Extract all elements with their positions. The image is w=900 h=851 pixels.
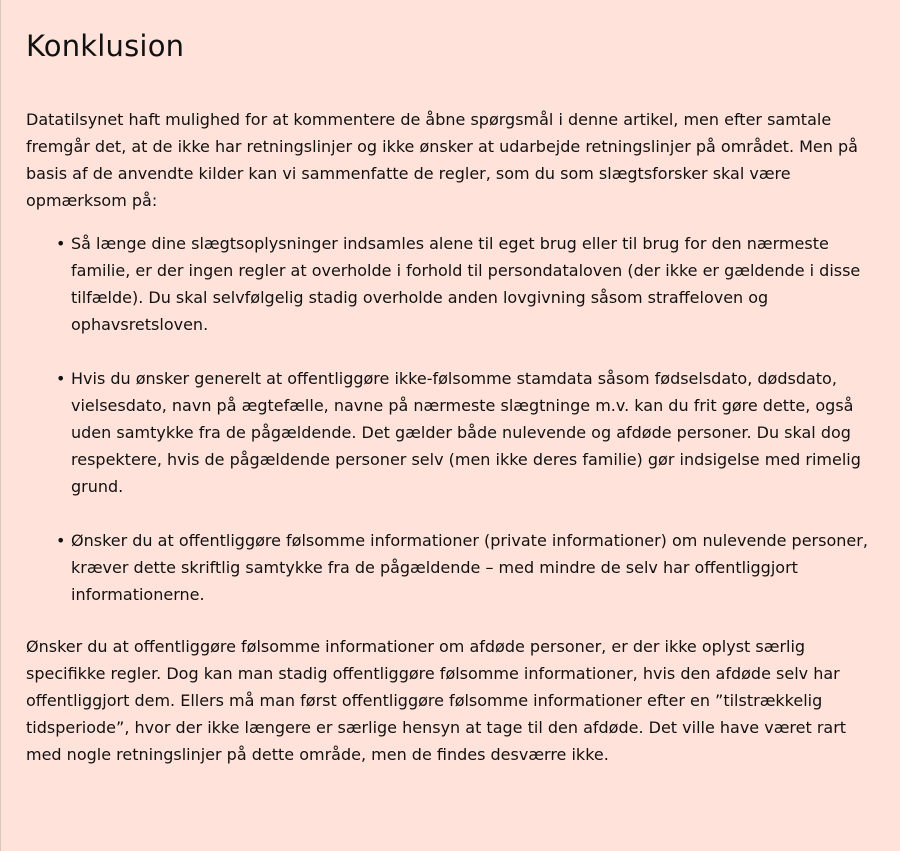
- bullet-marker: •: [56, 234, 66, 253]
- bullet-item: [56, 230, 886, 338]
- bullet-text: Ønsker du at offentliggøre følsomme informationer (private informationer) om nulevende personer, kræver dette skriftlig samtykke fra de pågældende – med mindre de selv har offentliggjort informationerne.: [71, 531, 868, 604]
- conclusion-paragraph: Ønsker du at offentliggøre følsomme informationer om afdøde personer, er der ikke oplyst særlig specifikke regler. Dog kan man stadig offentliggøre følsomme informationer, hvis den afdøde selv har offentliggjort dem. Ellers må man først offentliggøre følsomme informationer efter en ”tilstrækkelig tidsperiode”, hvor der ikke længere er særlige hensyn at tage til den afdøde. Det ville have været rart med nogle retningslinjer på dette område, men de findes desværre ikke.: [26, 637, 847, 764]
- bullet-text: Hvis du ønsker generelt at offentliggøre ikke-følsomme stamdata såsom fødselsdato, dødsdato, vielsesdato, navn på ægtefælle, navne på nærmeste slægtninge m.v. kan du frit gøre dette, også uden samtykke fra de pågældende. Det gælder både nulevende og afdøde personer. Du skal dog respektere, hvis de pågældende personer selv (men ikke deres familie) gør indsigelse med rimelig grund.: [71, 369, 861, 496]
- bullet-item: [56, 527, 886, 608]
- bullet-item: [56, 365, 886, 500]
- bullet-text: Så længe dine slægtsoplysninger indsamles alene til eget brug eller til brug for den nærmeste familie, er der ingen regler at overholde i forhold til persondataloven (der ikke er gældende i disse tilfælde). Du skal selvfølgelig stadig overholde anden lovgivning såsom straffeloven og ophavsretsloven.: [71, 234, 861, 334]
- bullet-marker: •: [56, 369, 66, 388]
- bullet-list: [26, 230, 886, 608]
- article-content: [26, 24, 886, 768]
- section-title: Konklusion: [26, 29, 185, 63]
- intro-paragraph: Datatilsynet haft mulighed for at kommentere de åbne spørgsmål i denne artikel, men efter samtale fremgår det, at de ikke har retningslinjer og ikke ønsker at udarbejde retningslinjer på området. Men på basis af de anvendte kilder kan vi sammenfatte de regler, som du som slægtsforsker skal være opmærksom på:: [26, 110, 858, 210]
- bullet-marker: •: [56, 531, 66, 550]
